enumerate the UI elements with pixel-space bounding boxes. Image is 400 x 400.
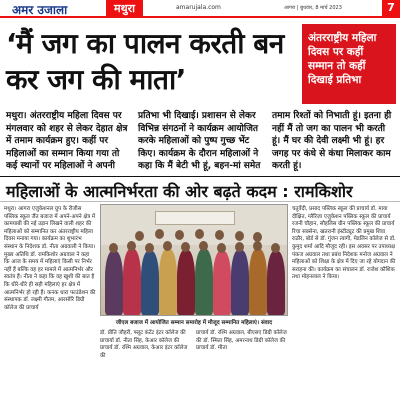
person-figure (159, 249, 177, 316)
person-figure (213, 251, 231, 316)
person-head (253, 241, 262, 251)
masthead-bar (0, 0, 400, 18)
person-head (215, 230, 224, 240)
main-headline: ‘मैं जग का पालन करती बन कर जग की माता’ (6, 27, 284, 96)
site-url: amarujala.com (176, 4, 221, 11)
intro-column-1: मथुरा। अंतरराष्ट्रीय महिला दिवस पर मंगलवार को शहर से लेकर देहात क्षेत्र में तमाम कार्यक्रम हुए। कहीं पर महिलाओं का सम्मान किया गया तो कई स्थानों पर महिलाओं ने अपनी (6, 111, 128, 171)
person-head (199, 241, 208, 251)
person-figure (105, 251, 123, 316)
person-figure (195, 249, 213, 316)
person-head (195, 229, 204, 239)
article-bottom-col-2: प्राचार्य डॉ. रश्मि अग्रवाल, बीएसए डिग्री कॉलेज की डॉ. स्मिता सिंह, अमरनाथ डिग्री कॉलेज की प्राचार्य डॉ. मीता (196, 330, 287, 352)
person-head (127, 241, 136, 251)
newspaper-brand: अमर उजाला (12, 3, 68, 17)
person-head (235, 242, 244, 252)
intro-column-3: तमाम रिश्तों को निभाती हूं। इतना ही नहीं मैं तो जग का पालन भी करती हूं। मैं घर की देवी लक्ष्मी भी हूं। हर जगह पर कंधे से कंधा मिलाकर काम करती हूं। (272, 111, 392, 171)
person-head (145, 243, 154, 253)
section-tag: मथुरा (106, 0, 143, 16)
photo-caption: जीएल बजाज में आयोजित सम्मान समारोह में मौजूद सम्मानित महिलाएं। संवाद (115, 320, 273, 326)
person-figure (249, 249, 267, 316)
group-photo (100, 204, 288, 316)
person-head (135, 231, 144, 241)
person-figure (267, 251, 285, 316)
person-head (271, 243, 280, 253)
article-body-right: चतुर्वेदी, प्रसाद पब्लिक स्कूल की प्राचार्य डॉ. माया दीक्षित, ग्लैरिजा एजुकेशन पब्लिक स्कूल की प्राचार्य रजनी चौहान, सौहलिस ग्रीन पब्लिक स्कूल की प्राचार्य रिचा सक्सेना, खतरानी इंस्टीट्यूट की प्रमुख शिवा राठौर, बोर्ड से डॉ. गुंजन त्यागी, मेडलिन कॉलेज से डॉ. कुमुद शर्मा आदि मौजूद रही। इस अवसर पर उपाध्यक्ष पंकज अग्रवाल तथा प्रबंध निदेशक मनोज अग्रवाल ने महिलाओं को शिक्षा के क्षेत्र में दिए जा रहे योगदान की सराहना की। कार्यक्रम का संचालन डॉ. राजेश कौशिक तथा मोहनलाल ने किया। (292, 206, 396, 281)
person-figure (231, 250, 249, 316)
article-body-left: मथुरा। आगरा एजुकेशनल ग्रुप के रीजीस पब्लिक स्कूल जैंत बजाज में अपने-अपने क्षेत्र में कामयाबी की नई उड़ान लिखने वाली शहर की महिलाओं को सम्मानित कर अंतरराष्ट्रीय महिला दिवस मनाया गया। कार्यक्रम का शुभारंभ संस्थान के निदेशक डॉ. नीता अग्रवाली ने किया। मुख्य अतिथि डॉ. रामकिशोर अग्रवाल ने कहा कि आज के समय में महिलाएं किसी पर निर्भर नहीं हैं बल्कि वह हर मामले में आत्मनिर्भर और स्वतंत्र हैं। नीता ने कहा कि वह खुशी की बात है कि धीरे-धीरे ही सही महिलाएं हर क्षेत्र में आत्मनिर्भर हो रही हैं। कनक धारा फाउंडेशन की संस्थापक डॉ. लक्ष्मी गौतम, आरसोरि डिग्री कॉलेज की प्राचार्य (4, 206, 96, 311)
sub-headline: महिलाओं के आत्मनिर्भरता की ओर बढ़ते कदम : रामकिशोर (0, 176, 400, 202)
person-head (235, 231, 244, 241)
person-head (217, 243, 226, 253)
person-head (181, 242, 190, 252)
highlight-box: अंतरराष्ट्रीय महिला दिवस पर कहीं सम्मान तो कहीं दिखाई प्रतिभा (302, 24, 396, 104)
person-head (155, 229, 164, 239)
person-figure (123, 249, 141, 316)
dateline: आगरा | बुधवार, 8 मार्च 2023 (284, 5, 342, 11)
page-number: 7 (382, 0, 400, 16)
person-head (163, 241, 172, 251)
photo-banner (155, 211, 235, 225)
article-bottom-col-1: डॉ. प्रीति जौहरी, फ्लूट कंटेंट इंटर कॉलेज की प्राचार्या डॉ. नीता सिंह, केआर कॉलेज की प्राचार्य डॉ. रश्मि अग्रवाल, केआर इंटर कॉलेज की (100, 330, 188, 359)
person-head (175, 230, 184, 240)
person-head (109, 243, 118, 253)
person-figure (177, 250, 195, 316)
person-figure (141, 251, 159, 316)
intro-column-2: प्रतिभा भी दिखाई। प्रशासन से लेकर विभिन्न संगठनों ने कार्यक्रम आयोजित करके महिलाओं को पुष्प गुच्छ भेंट किए। कार्यक्रम के दौरान महिलाओं ने कहा कि मैं बेटी भी हूं, बहन-मां समेत (138, 111, 261, 171)
